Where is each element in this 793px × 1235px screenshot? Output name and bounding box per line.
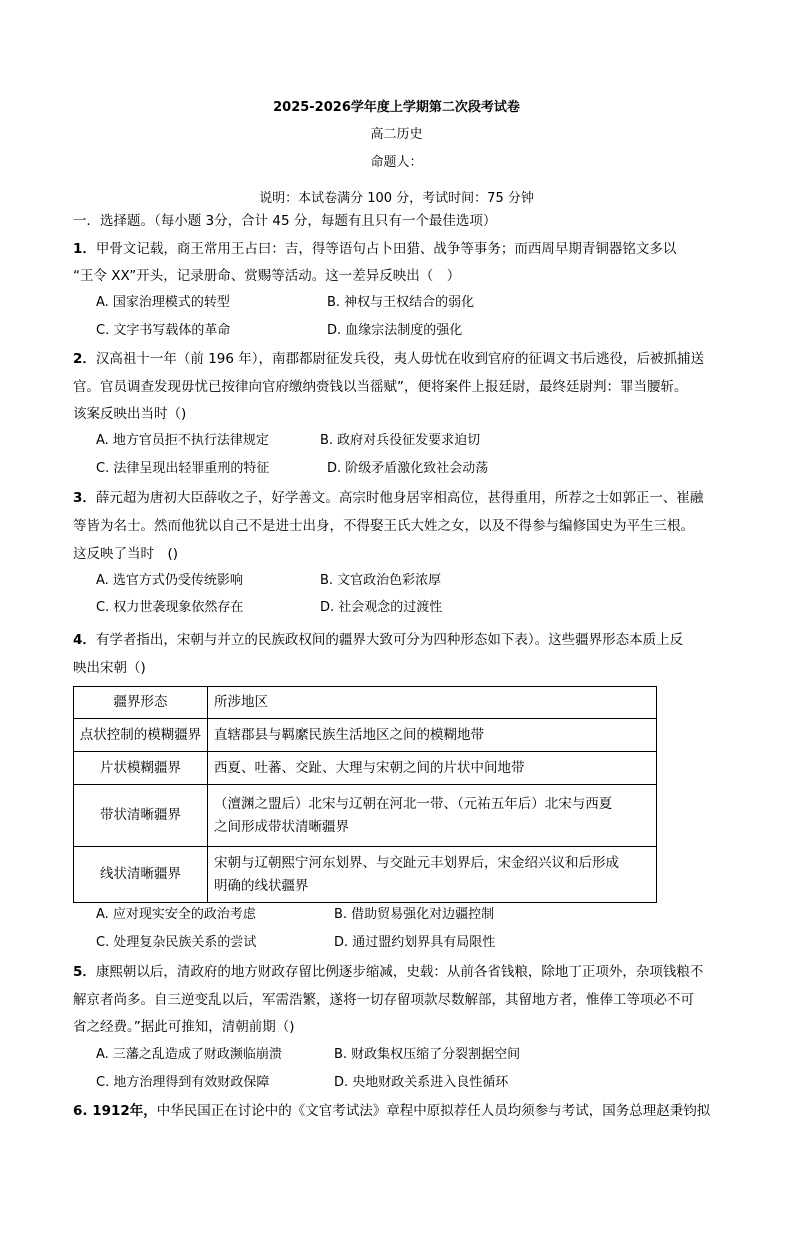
table-cell: 片状模糊疆界 [74, 752, 208, 785]
question-2-line-1 [73, 350, 704, 368]
question-1-line-1 [73, 240, 676, 258]
cell-text: 明确的线状疆界 [214, 877, 309, 894]
question-4-line-2: 映出宋朝（) [73, 660, 146, 676]
question-text: 汉高祖十一年（前 196 年），南郡都尉征发兵役，夷人毋忧在收到官府的征调文书后逃役，后被抓捕送 [95, 351, 705, 367]
question-3-line-1 [73, 489, 703, 507]
question-5-line-1 [73, 963, 703, 981]
table-row [74, 719, 657, 752]
question-number: 3． [73, 490, 96, 506]
subject-title: 高二历史 [370, 127, 423, 142]
table-header-row [74, 687, 657, 719]
q3-option-c[interactable]: C. 权力世袭现象依然存在 [96, 600, 244, 615]
cell-text: 宋朝与辽朝熙宁河东划界、与交趾元丰划界后，宋金绍兴议和后形成 [214, 854, 619, 871]
table-header-cell: 疆界形态 [74, 687, 208, 719]
table-cell: 线状清晰疆界 [74, 847, 208, 903]
table-row [74, 847, 657, 903]
question-number: 1． [73, 241, 96, 257]
question-1-line-2: “王令 XX”开头，记录册命、赏赐等活动。这一差异反映出（ ） [73, 268, 461, 284]
table-cell: 点状控制的模糊疆界 [74, 719, 208, 752]
question-text: 甲骨文记载，商王常用王占曰：吉，得等语句占卜田猎、战争等事务；而西周早期青铜器铭文多以 [95, 241, 677, 257]
cell-text: 西夏、吐蕃、交趾、大理与宋朝之间的片状中间地带 [214, 759, 525, 776]
table-cell [208, 719, 657, 752]
section-heading: 一．选择题。（每小题 3分，合计 45 分，每题有且只有一个最佳选项） [73, 213, 497, 229]
q5-option-d[interactable]: D. 央地财政关系进入良性循环 [334, 1075, 509, 1090]
table-cell: 带状清晰疆界 [74, 785, 208, 847]
table-cell [208, 847, 657, 903]
question-number: 6. 1912年， [73, 1103, 157, 1119]
question-number: 2． [73, 351, 96, 367]
table-row [74, 785, 657, 847]
q2-option-a[interactable]: A. 地方官员拒不执行法律规定 [96, 433, 269, 448]
table-cell [208, 785, 657, 847]
question-2-line-2: 官。官员调查发现毋忧已按律向官府缴纳赍钱以当徭赋”，便将案件上报廷尉，最终廷尉判：罪当腰斩。 [73, 379, 688, 395]
table-row [74, 752, 657, 785]
q1-option-b[interactable]: B. 神权与王权结合的弱化 [327, 295, 475, 310]
q3-option-d[interactable]: D. 社会观念的过渡性 [320, 600, 443, 615]
q3-option-a[interactable]: A. 选官方式仍受传统影响 [96, 573, 243, 588]
q1-option-d[interactable]: D. 血缘宗法制度的强化 [327, 323, 463, 338]
q4-option-d[interactable]: D. 通过盟约划界具有局限性 [334, 935, 496, 950]
q2-option-d[interactable]: D. 阶级矛盾激化致社会动荡 [327, 461, 489, 476]
question-text: 薛元超为唐初大臣薛收之子，好学善文。高宗时他身居宰相高位，甚得重用，所荐之士如郭正一、崔融 [95, 490, 704, 506]
q5-option-a[interactable]: A. 三藩之乱造成了财政濒临崩溃 [96, 1047, 282, 1062]
border-forms-table [73, 686, 657, 903]
cell-text: 直辖郡县与羁縻民族生活地区之间的模糊地带 [214, 726, 484, 743]
q1-option-a[interactable]: A. 国家治理模式的转型 [96, 295, 230, 310]
exam-instructions: 说明：本试卷满分 100 分，考试时间：75 分钟 [259, 191, 534, 206]
question-text: 中华民国正在讨论中的《文官考试法》章程中原拟荐任人员均须参与考试，国务总理赵秉钧拟 [156, 1103, 711, 1119]
exam-title: 2025-2026学年度上学期第二次段考试卷 [273, 100, 520, 115]
question-text: 有学者指出，宋朝与并立的民族政权间的疆界大致可分为四种形态如下表）。这些疆界形态本质上反 [95, 632, 684, 648]
q1-option-c[interactable]: C. 文字书写载体的革命 [96, 323, 231, 338]
table-cell [208, 752, 657, 785]
q2-option-c[interactable]: C. 法律呈现出轻罪重刑的特征 [96, 461, 270, 476]
q3-option-b[interactable]: B. 文官政治色彩浓厚 [320, 573, 442, 588]
cell-text: （澶渊之盟后）北宋与辽朝在河北一带、（元祐五年后）北宋与西夏 [214, 795, 613, 812]
question-2-line-3: 该案反映出当时（) [73, 406, 187, 422]
q4-option-a[interactable]: A. 应对现实安全的政治考虑 [96, 907, 256, 922]
question-3-line-2: 等皆为名士。然而他犹以自己不是进士出身，不得娶王氏大姓之女，以及不得参与编修国史为平生三根。 [73, 518, 694, 534]
cell-text: 之间形成带状清晰疆界 [214, 818, 349, 835]
q5-option-c[interactable]: C. 地方治理得到有效财政保障 [96, 1075, 270, 1090]
question-3-line-3: 这反映了当时 () [73, 546, 179, 562]
author-label: 命题人： [370, 155, 423, 170]
question-5-line-3: 省之经费。”据此可推知，清朝前期（) [73, 1019, 295, 1035]
q4-option-b[interactable]: B. 借助贸易强化对边疆控制 [334, 907, 495, 922]
q4-option-c[interactable]: C. 处理复杂民族关系的尝试 [96, 935, 257, 950]
question-number: 4． [73, 632, 96, 648]
question-number: 5． [73, 964, 96, 980]
q2-option-b[interactable]: B. 政府对兵役征发要求迫切 [320, 433, 481, 448]
q5-option-b[interactable]: B. 财政集权压缩了分裂割据空间 [334, 1047, 521, 1062]
question-text: 康熙朝以后，清政府的地方财政存留比例逐步缩减，史载：从前各省钱粮，除地丁正项外，杂项钱粮不 [95, 964, 704, 980]
table-header-cell: 所涉地区 [208, 687, 657, 719]
question-5-line-2: 解京者尚多。自三逆变乱以后，军需浩繁，遂将一切存留项款尽数解部，其留地方者，惟俸工等项必不可 [73, 992, 694, 1008]
question-4-line-1 [73, 631, 683, 649]
question-6-line-1 [73, 1102, 710, 1120]
